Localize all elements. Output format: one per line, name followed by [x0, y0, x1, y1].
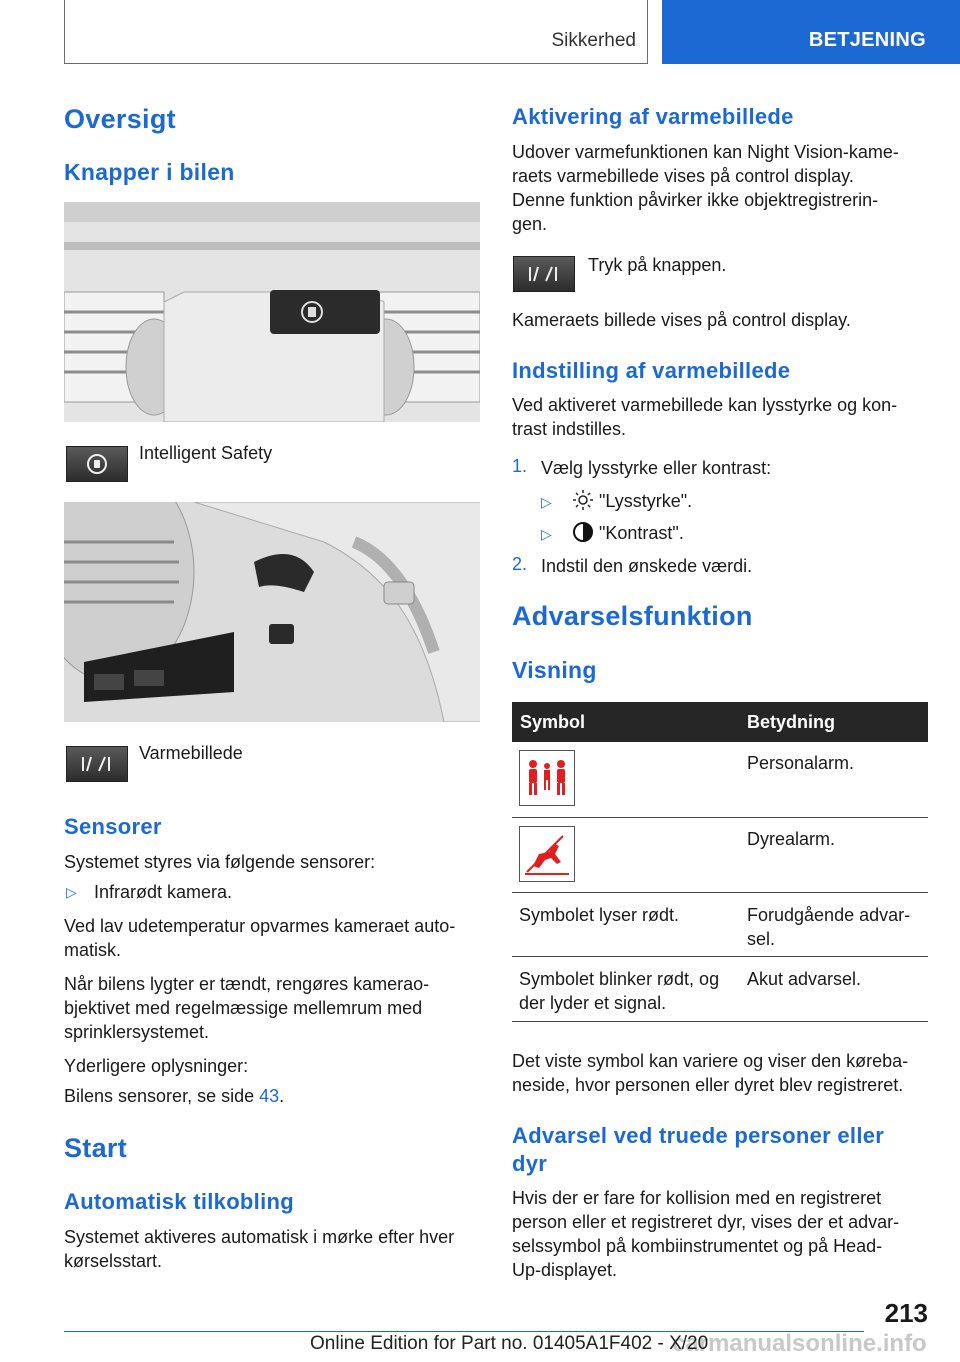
heading-activate-thermal: Aktivering af varmebillede [512, 104, 794, 129]
step-2-text: Indstil den ønskede værdi. [541, 556, 753, 576]
reference-text: Bilens sensorer, se side [64, 1086, 260, 1106]
thermal-image-label: Varmebillede [139, 743, 243, 763]
heading-display: Visning [512, 657, 597, 683]
heating-para-line1: Ved lav udetemperatur opvarmes kameraet auto- [64, 916, 456, 936]
step-1-number: 1. [512, 456, 528, 476]
lights-para-line1: Når bilens lygter er tændt, rengøres kamerao- [64, 974, 430, 994]
header-section-title: Sikkerhed [551, 30, 636, 51]
more-info-label: Yderligere oplysninger: [64, 1056, 249, 1076]
sensor-item: Infrarødt kamera. [94, 882, 233, 902]
press-button-text: Tryk på knappen. [588, 255, 727, 275]
heading-thermal-settings: Indstilling af varmebillede [512, 358, 791, 383]
threat-para-line2: person eller et registreret dyr, vises der et advar- [512, 1212, 900, 1232]
brightness-icon [572, 489, 594, 516]
threat-para-line3: selssymbol på kombiinstrumentet og på Head- [512, 1236, 883, 1256]
thermal-button-icon [513, 256, 575, 292]
header-chapter-tab[interactable] [662, 0, 960, 64]
contrast-icon [572, 521, 594, 548]
page-link-43[interactable]: 43 [259, 1086, 280, 1106]
heading-start: Start [64, 1133, 128, 1163]
bullet-triangle-icon: ▷ [66, 884, 77, 900]
threat-para-line4: Up-displayet. [512, 1260, 618, 1280]
header-chapter-label: BETJENING [808, 29, 926, 51]
heading-sensors: Sensorer [64, 814, 162, 839]
bullet-triangle-icon: ▷ [541, 526, 552, 542]
heading-threat-line1: Advarsel ved truede personer eller [512, 1123, 885, 1148]
row4-meaning: Akut advarsel. [747, 969, 862, 989]
person-alarm-icon [519, 750, 575, 806]
lights-para-line2: bjektivet med regelmæssige mellemrum med [64, 998, 423, 1018]
sensor-reference [64, 1084, 284, 1108]
heating-para-line2: matisk. [64, 940, 122, 960]
row3-symbol: Symbolet lyser rødt. [519, 905, 680, 925]
step-2-number: 2. [512, 554, 528, 574]
row1-meaning: Personalarm. [747, 753, 855, 773]
col-header-meaning: Betydning [747, 712, 835, 732]
lights-para-line3: sprinklersystemet. [64, 1022, 210, 1042]
option-contrast: "Kontrast". [599, 523, 684, 543]
camera-shown-text: Kameraets billede vises på control display. [512, 310, 851, 330]
option-brightness: "Lysstyrke". [599, 491, 693, 511]
step-1-text: Vælg lysstyrke eller kontrast: [541, 458, 772, 478]
activate-para-line1: Udover varmefunktionen kan Night Vision-kame- [512, 142, 899, 162]
row4-symbol-line2: der lyder et signal. [519, 993, 667, 1013]
footer-edition: Online Edition for Part no. 01405A1F402 - X/20 [310, 1333, 709, 1354]
page-number: 213 [884, 1298, 928, 1328]
sensors-intro: Systemet styres via følgende sensorer: [64, 852, 376, 872]
table-header [512, 702, 928, 742]
dashboard-illustration [64, 202, 480, 422]
table-divider [512, 1021, 928, 1022]
animal-alarm-icon [519, 826, 575, 882]
intelligent-safety-button-icon [66, 446, 128, 482]
watermark: carmanualsonline.info [672, 1330, 927, 1357]
row3-meaning-line1: Forudgående advar- [747, 905, 911, 925]
intelligent-safety-label: Intelligent Safety [139, 443, 273, 463]
col-header-symbol: Symbol [520, 712, 586, 732]
dashboard-buttons-photo [64, 202, 480, 422]
settings-para-line1: Ved aktiveret varmebillede kan lysstyrke og kon- [512, 395, 898, 415]
activate-para-line2: raets varmebillede vises på control display. [512, 166, 854, 186]
heading-buttons: Knapper i bilen [64, 159, 235, 185]
bullet-triangle-icon: ▷ [541, 494, 552, 510]
auto-para-line1: Systemet aktiveres automatisk i mørke efter hver [64, 1227, 455, 1247]
activate-para-line3: Denne funktion påvirker ikke objektregistrerin- [512, 190, 879, 210]
heading-warning-function: Advarselsfunktion [512, 601, 753, 631]
table-divider [512, 956, 928, 957]
threat-para-line1: Hvis der er fare for kollision med en registreret [512, 1188, 882, 1208]
heading-overview: Oversigt [64, 104, 176, 134]
steering-illustration [64, 502, 480, 722]
row3-meaning-line2: sel. [747, 929, 776, 949]
table-divider [512, 892, 928, 893]
auto-para-line2: kørselsstart. [64, 1251, 163, 1271]
variation-para-line1: Det viste symbol kan variere og viser den køreba- [512, 1051, 909, 1071]
row4-symbol-line1: Symbolet blinker rødt, og [519, 969, 720, 989]
activate-para-line4: gen. [512, 214, 548, 234]
steering-column-photo [64, 502, 480, 722]
reference-end: . [279, 1086, 285, 1106]
row2-meaning: Dyrealarm. [747, 829, 836, 849]
table-divider [512, 817, 928, 818]
variation-para-line2: neside, hvor personen eller dyret blev registreret. [512, 1075, 904, 1095]
thermal-image-button-icon [66, 746, 128, 782]
heading-threat-line2: dyr [512, 1151, 548, 1176]
heading-auto-activation: Automatisk tilkobling [64, 1189, 294, 1214]
settings-para-line2: trast indstilles. [512, 419, 627, 439]
